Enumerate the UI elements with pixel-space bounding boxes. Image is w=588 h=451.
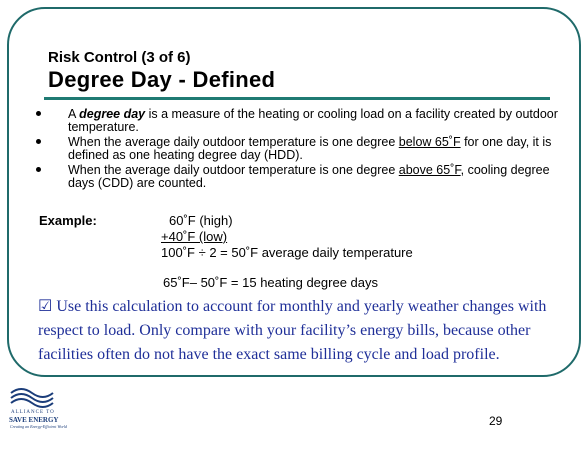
slide-title: Degree Day - Defined (48, 67, 276, 92)
bullet-list (20, 108, 560, 192)
checkbox-icon: ☑ (38, 298, 53, 315)
example-low: +40˚F (low) (161, 229, 228, 244)
example-label: Example: (39, 213, 97, 228)
bullet-dot (36, 111, 41, 116)
bullet-item-hdd: When the average daily outdoor temperature is one degree below 65˚F for one day, it is defined as one heating degree day (HDD). (20, 136, 560, 161)
logo-tagline: Creating an Energy-Efficient World (10, 424, 67, 429)
page-number: 29 (489, 414, 503, 428)
example-result: 65˚F– 50˚F = 15 heating degree days (163, 275, 379, 290)
slide-subtitle: Risk Control (3 of 6) (48, 49, 191, 66)
example-high: 60˚F (high) (169, 213, 233, 228)
above-65-underline: above 65˚F (398, 163, 461, 177)
calculation-note-text: Use this calculation to account for monthly and yearly weather changes with respect to load. Only compare with your facility’s energy bills, because other facilities often do not have the exact same billing cycle and load profile. (38, 298, 547, 363)
bullet-item-cdd: When the average daily outdoor temperature is one degree above 65˚F, cooling degree days (CDD) are counted. (20, 164, 560, 189)
bullet-dot (36, 139, 41, 144)
title-underline (44, 97, 550, 100)
calculation-note (38, 295, 558, 367)
bullet-dot (36, 167, 41, 172)
term-degree-day: degree day (79, 107, 146, 121)
example-average: 100˚F ÷ 2 = 50˚F average daily temperature (161, 245, 413, 260)
logo-text-save-energy: SAVE ENERGY (9, 416, 59, 424)
logo-text-alliance: ALLIANCE TO (11, 410, 55, 415)
below-65-underline: below 65˚F (398, 135, 461, 149)
bullet-item-degree-day: A degree day is a measure of the heating or cooling load on a facility created by outdoor temperature. (20, 108, 560, 133)
alliance-logo (8, 387, 67, 431)
logo-mark-icon (9, 387, 55, 409)
